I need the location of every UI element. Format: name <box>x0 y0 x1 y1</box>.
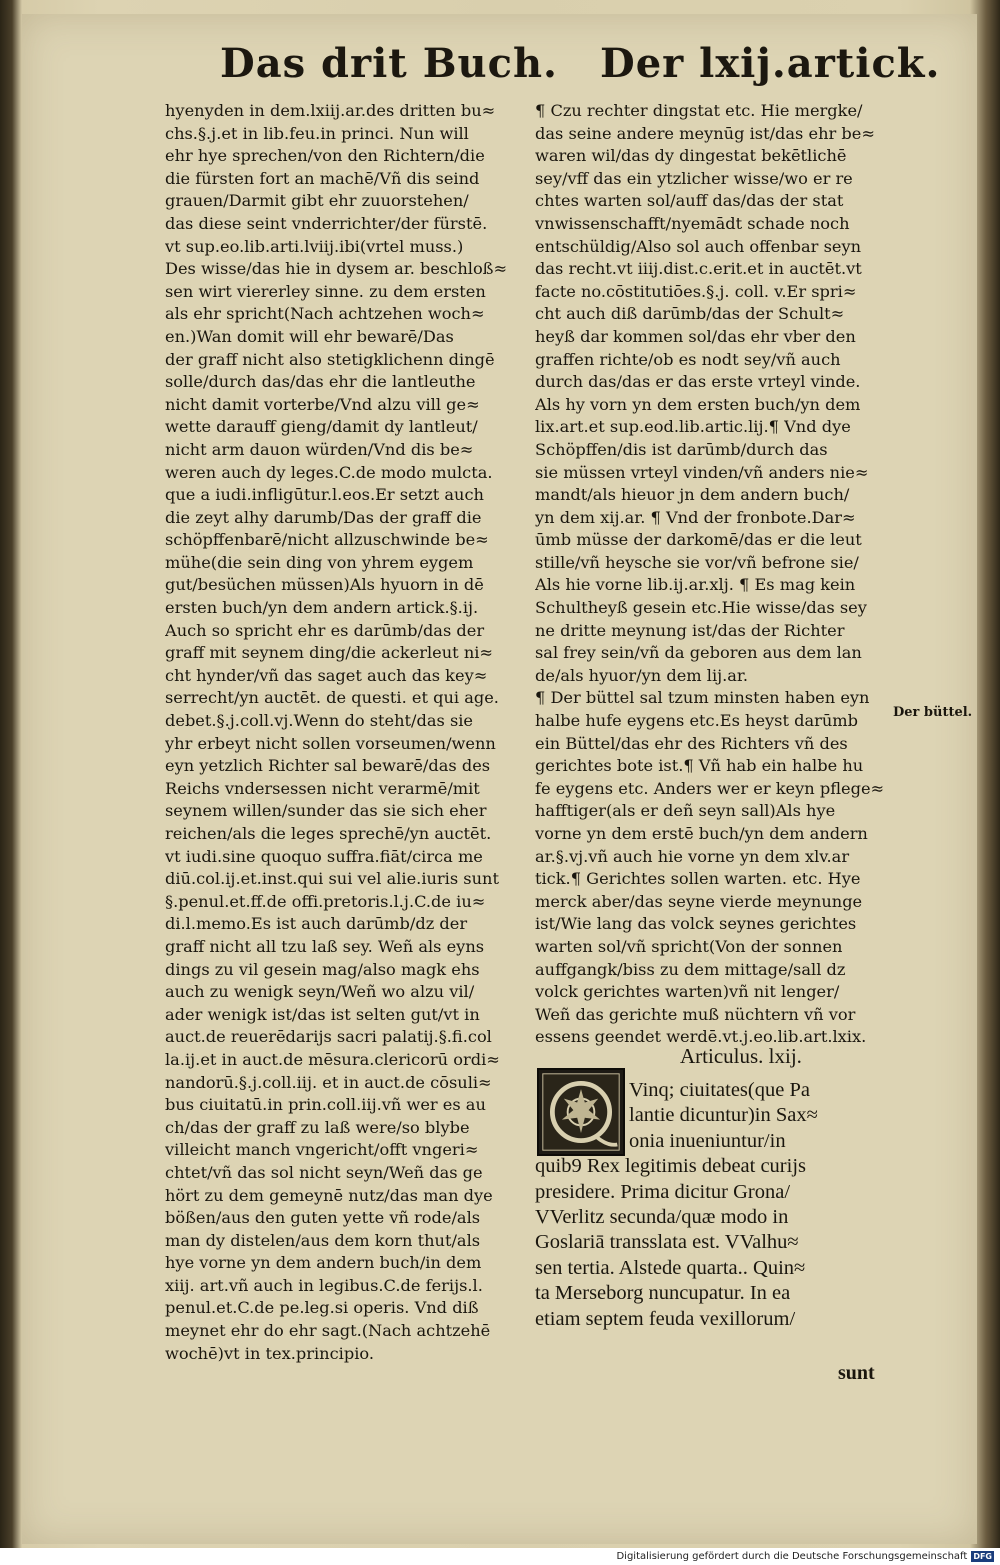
article-title: Articulus. lxij. <box>680 1044 802 1068</box>
text-line: nicht arm dauon würden/Vnd dis be≈ <box>165 439 474 459</box>
text-line: que a iudi.infligūtur.l.eos.Er setzt auch <box>165 485 484 505</box>
footer-credit <box>616 1551 994 1562</box>
text-line: auch zu wenigk seyn/Weñ wo alzu vil/ <box>165 982 475 1002</box>
text-line: merck aber/das seyne vierde meynunge <box>535 891 863 911</box>
text-line: der graff nicht also stetigklichenn dingē <box>165 349 495 369</box>
text-line: Des wisse/das hie in dysem ar. beschloß≈ <box>165 259 508 279</box>
text-line: durch das/das er das erste vrteyl vinde. <box>535 372 861 392</box>
text-line: penul.et.C.de pe.leg.si operis. Vnd diß <box>165 1298 479 1318</box>
text-line: entschüldig/Also sol auch offenbar seyn <box>535 236 862 256</box>
text-line: seynem willen/sunder das sie sich eher <box>165 801 487 821</box>
running-head-left: Das drit Buch. <box>220 40 558 87</box>
text-line: ar.§.vj.vñ auch hie vorne yn dem xlv.ar <box>535 846 850 866</box>
text-line: quib9 Rex legitimis debeat curijs <box>535 1155 807 1178</box>
text-line: reichen/als die leges sprechē/yn auctēt. <box>165 824 492 843</box>
text-line: VVerlitz secunda/quæ modo in <box>535 1206 789 1229</box>
text-line: ein Büttel/das ehr des Richters vñ des <box>535 733 848 753</box>
text-line: warten sol/vñ spricht(Von der sonnen <box>535 936 843 956</box>
text-line: lantie dicuntur)in Sax≈ <box>629 1104 818 1127</box>
footer-text: Digitalisierung gefördert durch die Deutsche Forschungsgemeinschaft <box>616 1551 968 1562</box>
text-line: tick.¶ Gerichtes sollen warten. etc. Hye <box>535 869 861 889</box>
running-head-right: Der lxij.artick. <box>600 40 941 87</box>
text-line: auct.de reuerēdarijs sacri palatij.§.fi.col <box>165 1027 492 1047</box>
text-line: etiam septem feuda vexillorum/ <box>535 1307 796 1330</box>
text-line: die fürsten fort an machē/Vñ dis seind <box>165 168 480 188</box>
text-line: mühe(die sein ding von yhrem eygem <box>165 552 474 572</box>
text-line: yn dem xij.ar. ¶ Vnd der fronbote.Dar≈ <box>535 507 856 527</box>
text-line: mandt/als hieuor jn dem andern buch/ <box>535 485 850 505</box>
text-line: meynet ehr do ehr sagt.(Nach achtzehē <box>165 1321 491 1341</box>
text-line: man dy distelen/aus dem korn thut/als <box>165 1230 481 1250</box>
text-line: ch/das der graff zu laß were/so blybe <box>165 1117 470 1137</box>
text-line: chs.§.j.et in lib.feu.in princi. Nun will <box>165 123 469 143</box>
text-line: vorne yn dem erstē buch/yn dem andern <box>535 824 868 843</box>
text-line: weren auch dy leges.C.de modo mulcta. <box>165 462 493 482</box>
catchword: sunt <box>838 1362 875 1384</box>
text-line: heyß dar kommen sol/das ehr vber den <box>535 326 856 346</box>
text-line: en.)Wan domit will ehr bewarē/Das <box>165 326 454 346</box>
text-line: serrecht/yn auctēt. de questi. et qui age. <box>165 688 499 708</box>
text-line: das diese seint vnderrichter/der fürstē. <box>165 213 488 233</box>
text-line: ader wenigk ist/das ist selten gut/vt in <box>165 1004 480 1024</box>
text-line: sie müssen vrteyl vinden/vñ anders nie≈ <box>535 462 869 482</box>
text-line: presidere. Prima dicitur Grona/ <box>535 1180 791 1203</box>
text-line: ne dritte meynung ist/das der Richter <box>535 620 845 640</box>
text-line: xiij. art.vñ auch in legibus.C.de ferijs.l. <box>165 1275 483 1295</box>
text-line: di.l.memo.Es ist auch darūmb/dz der <box>165 914 468 934</box>
text-line: waren wil/das dy dingestat bekētlichē <box>535 146 847 166</box>
text-line: gerichtes bote ist.¶ Vñ hab ein halbe hu <box>535 756 864 776</box>
text-line: nandorū.§.j.coll.iij. et in auct.de cōsuli≈ <box>165 1072 492 1092</box>
text-line: Auch so spricht ehr es darūmb/das der <box>165 620 485 640</box>
text-line: diū.col.ij.et.inst.qui sui vel alie.iuris sunt <box>165 869 499 889</box>
text-line: das recht.vt iiij.dist.c.erit.et in auctēt.vt <box>535 259 862 279</box>
text-line: gut/besüchen müssen)Als hyuorn in dē <box>165 575 484 595</box>
text-line: eyn yetzlich Richter sal bewarē/das des <box>165 756 491 776</box>
text-line: fe eygens etc. Anders wer er keyn pflege≈ <box>535 778 885 798</box>
text-line: hyenyden in dem.lxiij.ar.des dritten bu≈ <box>165 101 496 120</box>
text-line: Vinq; ciuitates(que Pa <box>629 1079 810 1101</box>
text-line: auffgangk/biss zu dem mittage/sall dz <box>535 959 846 979</box>
text-line: villeicht manch vngericht/offt vngeri≈ <box>165 1140 479 1160</box>
text-line: Als hy vorn yn dem ersten buch/yn dem <box>535 394 861 414</box>
text-line: stille/vñ heysche sie vor/vñ befrone sie/ <box>535 552 859 572</box>
text-line: graffen richte/ob es nodt sey/vñ auch <box>535 349 841 369</box>
text-line: wochē)vt in tex.principio. <box>165 1343 374 1363</box>
right-column <box>535 100 885 1049</box>
text-line: cht auch diß darūmb/das der Schult≈ <box>535 304 845 324</box>
text-line: bus ciuitatū.in prin.coll.iij.vñ wer es au <box>165 1095 486 1115</box>
text-line: Schultheyß gesein etc.Hie wisse/das sey <box>535 598 867 618</box>
text-line: debet.§.j.coll.vj.Wenn do steht/das sie <box>165 711 474 731</box>
text-line: vt iudi.sine quoquo suffra.fiāt/circa me <box>165 846 483 866</box>
text-line: nicht damit vorterbe/Vnd alzu vill ge≈ <box>165 394 480 414</box>
text-line: onia inueniuntur/in <box>629 1129 786 1152</box>
text-line: hafftiger(als er deñ seyn sall)Als hye <box>535 801 836 821</box>
text-line: chtet/vñ das sol nicht seyn/Weñ das ge <box>165 1162 483 1182</box>
text-line: ehr hye sprechen/von den Richtern/die <box>165 146 485 166</box>
text-line: ersten buch/yn dem andern artick.§.ij. <box>165 598 479 618</box>
text-line: de/als hyuor/yn dem lij.ar. <box>535 665 749 685</box>
text-line: Goslariā transslata est. VValhu≈ <box>535 1231 799 1254</box>
text-line: Als hie vorne lib.ij.ar.xlj. ¶ Es mag kein <box>535 575 856 595</box>
text-line: grauen/Darmit gibt ehr zuuorstehen/ <box>165 191 469 211</box>
latin-text <box>535 1078 885 1332</box>
text-line: hye vorne yn dem andern buch/in dem <box>165 1253 482 1273</box>
text-line: lix.art.et sup.eod.lib.artic.lij.¶ Vnd dye <box>535 417 851 437</box>
text-line: vt sup.eo.lib.arti.lviij.ibi(vrtel muss.) <box>165 236 464 256</box>
text-line: la.ij.et in auct.de mēsura.clericorū ordi≈ <box>165 1049 500 1069</box>
text-line: hört zu dem gemeynē nutz/das man dye <box>165 1185 493 1205</box>
text-line: graff nicht all tzu laß sey. Weñ als eyns <box>165 936 485 956</box>
text-line: facte no.cōstitutiōes.§.j. coll. v.Er spri≈ <box>535 281 857 301</box>
text-line: ist/Wie lang das volck seynes gerichtes <box>535 914 857 934</box>
text-line: cht hynder/vñ das saget auch das key≈ <box>165 665 488 685</box>
text-line: wette darauff gieng/damit dy lantleut/ <box>165 417 478 437</box>
dfg-logo: DFG <box>973 1552 992 1561</box>
text-line: das seine andere meynūg ist/das ehr be≈ <box>535 123 875 143</box>
text-line: solle/durch das/das ehr die lantleuthe <box>165 372 476 392</box>
text-line: als ehr spricht(Nach achtzehen woch≈ <box>165 304 485 324</box>
text-line: halbe hufe eygens etc.Es heyst darūmb <box>535 711 859 731</box>
text-line: dings zu vil gesein mag/also magk ehs <box>165 959 480 979</box>
text-line: sen wirt viererley sinne. zu dem ersten <box>165 281 486 301</box>
text-line: vnwissenschafft/nyemādt schade noch <box>535 213 850 233</box>
marginal-note: Der büttel. <box>893 705 973 720</box>
text-line: graff mit seynem ding/die ackerleut ni≈ <box>165 643 493 663</box>
text-line: ūmb müsse der darkomē/das er die leut <box>535 530 862 550</box>
text-line: ta Merseborg nuncupatur. In ea <box>535 1282 791 1305</box>
text-line: bößen/aus den guten yette vñ rode/als <box>165 1208 481 1228</box>
text-line: chtes warten sol/auff das/das der stat <box>535 191 844 211</box>
text-line: die zeyt alhy darumb/Das der graff die <box>165 507 482 527</box>
text-line: Weñ das gerichte muß nüchtern vñ vor <box>535 1004 856 1024</box>
text-line: ¶ Der büttel sal tzum minsten haben eyn <box>535 688 870 708</box>
left-column <box>165 100 520 1365</box>
text-line: volck gerichtes warten)vñ nit lenger/ <box>535 982 840 1002</box>
text-line: schöpffenbarē/nicht allzuschwinde be≈ <box>165 530 489 550</box>
text-line: sen tertia. Alstede quarta.. Quin≈ <box>535 1256 806 1279</box>
text-line: sal frey sein/vñ da geboren aus dem lan <box>535 643 862 663</box>
text-line: essens geendet werdē.vt.j.eo.lib.art.lxix. <box>535 1027 867 1047</box>
text-line: Schöpffen/dis ist darūmb/durch das <box>535 439 828 459</box>
text-line: §.penul.et.ff.de offi.pretoris.l.j.C.de iu≈ <box>165 891 486 911</box>
text-line: Reichs vndersessen nicht verarmē/mit <box>165 778 480 798</box>
text-line: sey/vff das ein ytzlicher wisse/wo er re <box>535 168 853 188</box>
text-line: ¶ Czu rechter dingstat etc. Hie mergke/ <box>535 101 863 120</box>
text-line: yhr erbeyt nicht sollen vorseumen/wenn <box>165 733 496 753</box>
